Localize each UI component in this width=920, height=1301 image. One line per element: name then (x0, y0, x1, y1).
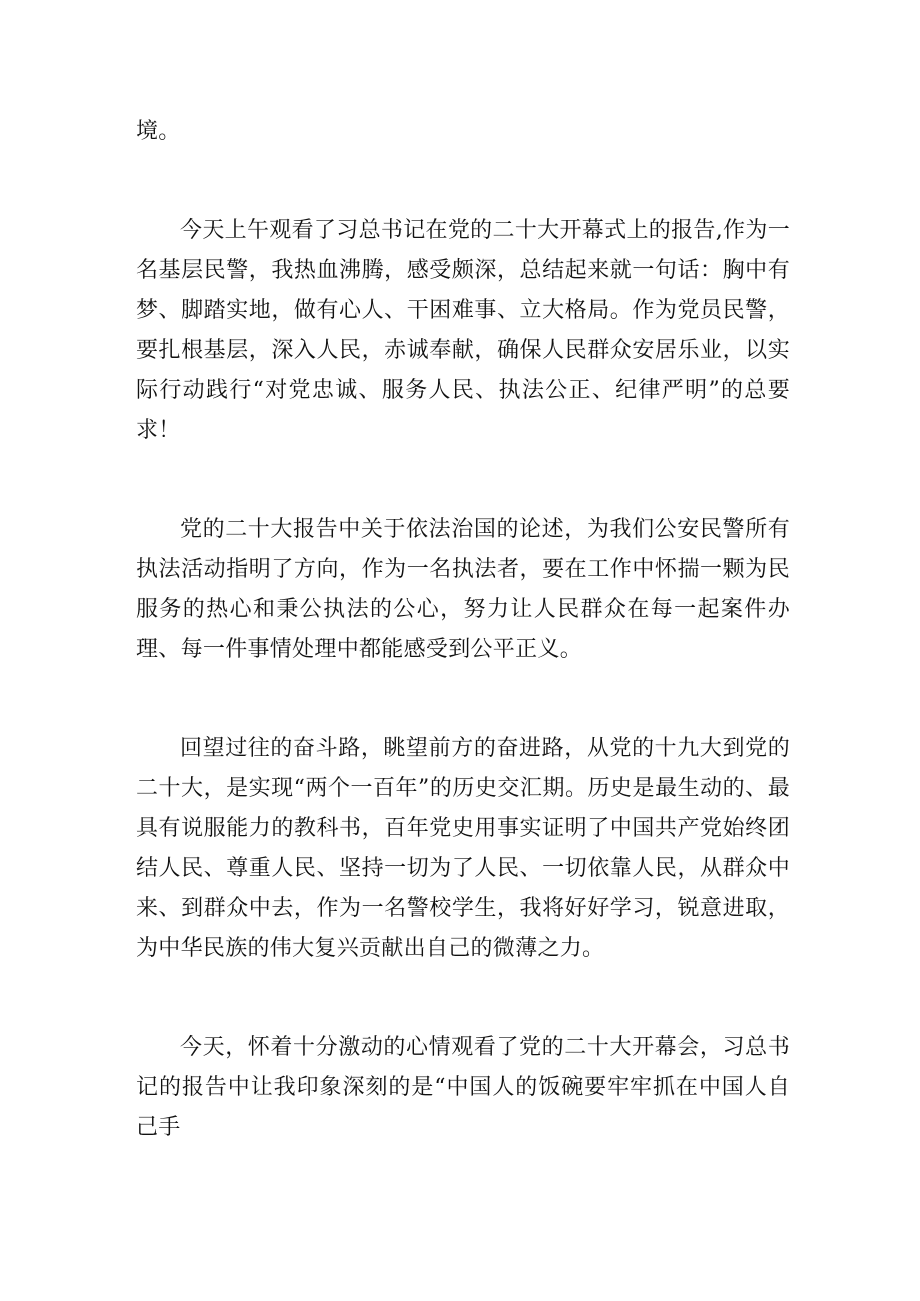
paragraph-continuation: 境。 (136, 119, 181, 144)
paragraph-report-viewing: 今天上午观看了习总书记在党的二十大开幕式上的报告,作为一名基层民警，我热血沸腾，感受颇深，总结起来就一句话：胸中有梦、脚踏实地，做有心人、干困难事、立大格局。作为党员民警，要扎根基层，深入人民，赤诚奉献，确保人民群众安居乐业，以实际行动践行“对党忠诚、服务人民、执法公正、纪律严明”的总要求！ (136, 218, 790, 443)
paragraph-history: 回望过往的奋斗路，眺望前方的奋进路，从党的十九大到党的二十大，是实现“两个一百年”的历史交汇期。历史是最生动的、最具有说服能力的教科书，百年党史用事实证明了中国共产党始终团结人民、尊重人民、坚持一切为了人民、一切依靠人民，从群众中来、到群众中去，作为一名警校学生，我将好好学习，锐意进取，为中华民族的伟大复兴贡献出自己的微薄之力。 (136, 736, 790, 961)
paragraph-opening-meeting: 今天，怀着十分激动的心情观看了党的二十大开幕会，习总书记的报告中让我印象深刻的是“中国人的饭碗要牢牢抓在中国人自己手 (136, 1035, 790, 1140)
document-body (136, 112, 790, 1148)
paragraph-rule-of-law: 党的二十大报告中关于依法治国的论述，为我们公安民警所有执法活动指明了方向，作为一名执法者，要在工作中怀揣一颗为民服务的热心和秉公执法的公心，努力让人民群众在每一起案件办理、每一件事情处理中都能感受到公平正义。 (136, 517, 790, 662)
